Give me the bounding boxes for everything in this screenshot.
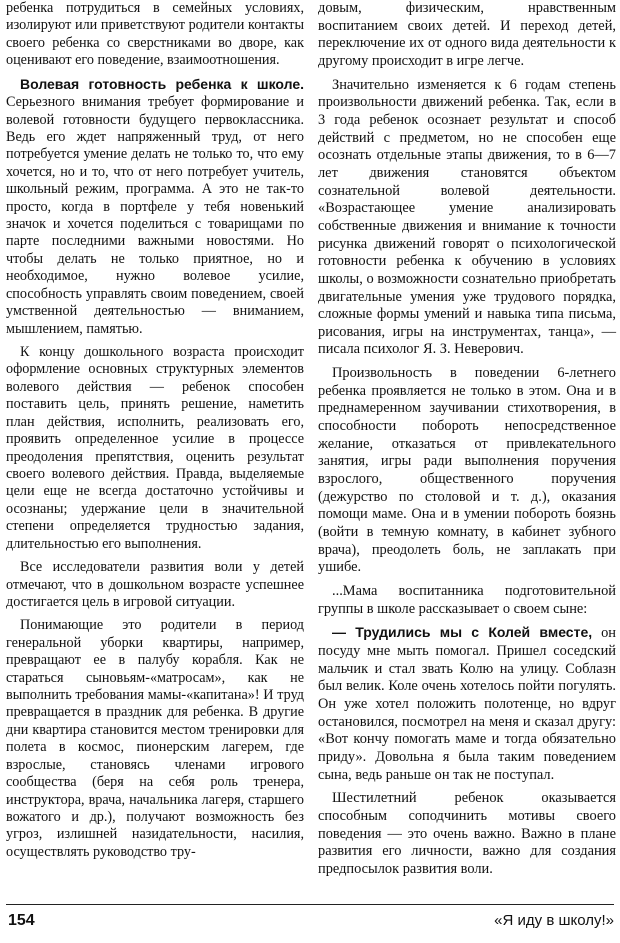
- paragraph: ребенка потрудиться в семейных условиях, изолируют или приветствуют родители контакты своего ребенка со сверстниками во дворе, как оценивают его поведение, взаимоотношения.: [6, 0, 304, 69]
- paragraph: К концу дошкольного возраста происходит оформление основных структурных элементов волевого действия — ребенок способен поставить цель, принять решение, наметить план действия, исполнить, реализовать его, проявить определенное усилие в процессе преодоления препятствия, оценить результат своего волевого действия. Правда, выделяемые цели еще не всегда достаточно устойчивы и осознаны; удержание цели в значительной степени определяется трудностью задания, длительностью его выполнения.: [6, 344, 304, 552]
- left-column: [6, 0, 304, 861]
- paragraph: Шестилетний ребенок оказывается способным соподчинить мотивы своего поведения — это очень важно. Важно в плане развития его личности, важно для создания предпосылок развития воли.: [318, 790, 616, 877]
- right-column: [318, 0, 616, 879]
- section-heading: Волевая готовность ребенка к школе.: [20, 75, 304, 92]
- paragraph: ...Мама воспитанника подготовительной группы в школе рассказывает о своем сыне:: [318, 583, 616, 617]
- running-title: «Я иду в школу!»: [494, 912, 614, 929]
- paragraph-body: он посуду мне мыть помогал. Пришел соседский мальчик и стал звать Колю на улицу. Соблазн был велик. Коле очень хотелось пойти погулять. Он уже хотел положить полотенце, но вдруг остановился, посмотрел на меня и сказал другу: «Вот кончу помогать маме и тогда обязательно приду». Довольна я была таким поведением сына, ведь раньше он так не поступал.: [318, 625, 616, 783]
- paragraph: Значительно изменяется к 6 годам степень произвольности движений ребенка. Так, если в 3 года ребенок осознает результат и способ действий с предметом, но не способен еще осознать отдельные этапы движения, то в 6—7 лет движения становятся объектом сознательной волевой деятельности. «Возрастающее умение анализировать собственные движения и внимание к точности рисунка движений говорят о психологической готовности ребенка к обучению в условиях школы, о возможности сознательно приобретать двигательные умения уже трудового порядка, сложные формы умений и навыка типа письма, рисования, игры на инструментах, танца», — писала психолог Я. З. Неверович.: [318, 76, 616, 358]
- paragraph: Произвольность в поведении 6-летнего ребенка проявляется не только в этом. Она и в преднамеренном заучивании стихотворения, в способности побороть непосредственное желание, отказаться от привлекательного занятия, игры ради выполнения поручения взрослого, общественного поручения (дежурство по столовой и т. д.), оказания помощи маме. Она и в умении побороть боязнь (войти в темную комнату, в кабинет зубного врача), преодолеть боль, не заплакать при ушибе.: [318, 365, 616, 576]
- footer-divider: [6, 904, 614, 905]
- paragraph-body: Серьезного внимания требует формирование и волевой готовности будущего первоклассника. Ведь его ждет напряженный труд, от него потребуется умение делать не только то, что ему хочется, но и то, что от него потребует учитель, школьный режим, программа. А это не так-то просто, когда в портфеле у тебя новенький значок и хочется поделиться с товарищами по парте последними важными новостями. Но чтобы делать не только приятное, но и необходимое, нужно волевое усилие, способность управлять своим поведением, своей умственной деятельностью — вниманием, мышлением, памятью.: [6, 94, 304, 337]
- paragraph-with-lead: [318, 624, 616, 784]
- page-number: 154: [8, 912, 35, 929]
- quote-lead: — Трудились мы с Колей вместе,: [332, 624, 593, 641]
- paragraph: довым, физическим, нравственным воспитанием своих детей. И переход детей, переключение их от одного вида деятельности к другому происходит в игре легче.: [318, 0, 616, 69]
- paragraph-with-heading: [6, 76, 304, 338]
- paragraph: Понимающие это родители в период генеральной уборки квартиры, например, превращают ее в палубу корабля. Как не стараться сыновьям-«матросам», как не выполнить требования мамы-«капитана»! И труд превращается в праздник для ребенка. В другие дни квартира становится местом тренировки для полета в космос, пионерским лагерем, где взрослые, становясь членами игрового сообщества (беря на себя роль тренера, инструктора, врача, начальника лагеря, старшего вожатого и др.), получают возможность без угроз, излишней назидательности, насилия, осуществлять руководство тру-: [6, 617, 304, 860]
- paragraph: Все исследователи развития воли у детей отмечают, что в дошкольном возрасте успешнее достигается цель в игровой ситуации.: [6, 559, 304, 610]
